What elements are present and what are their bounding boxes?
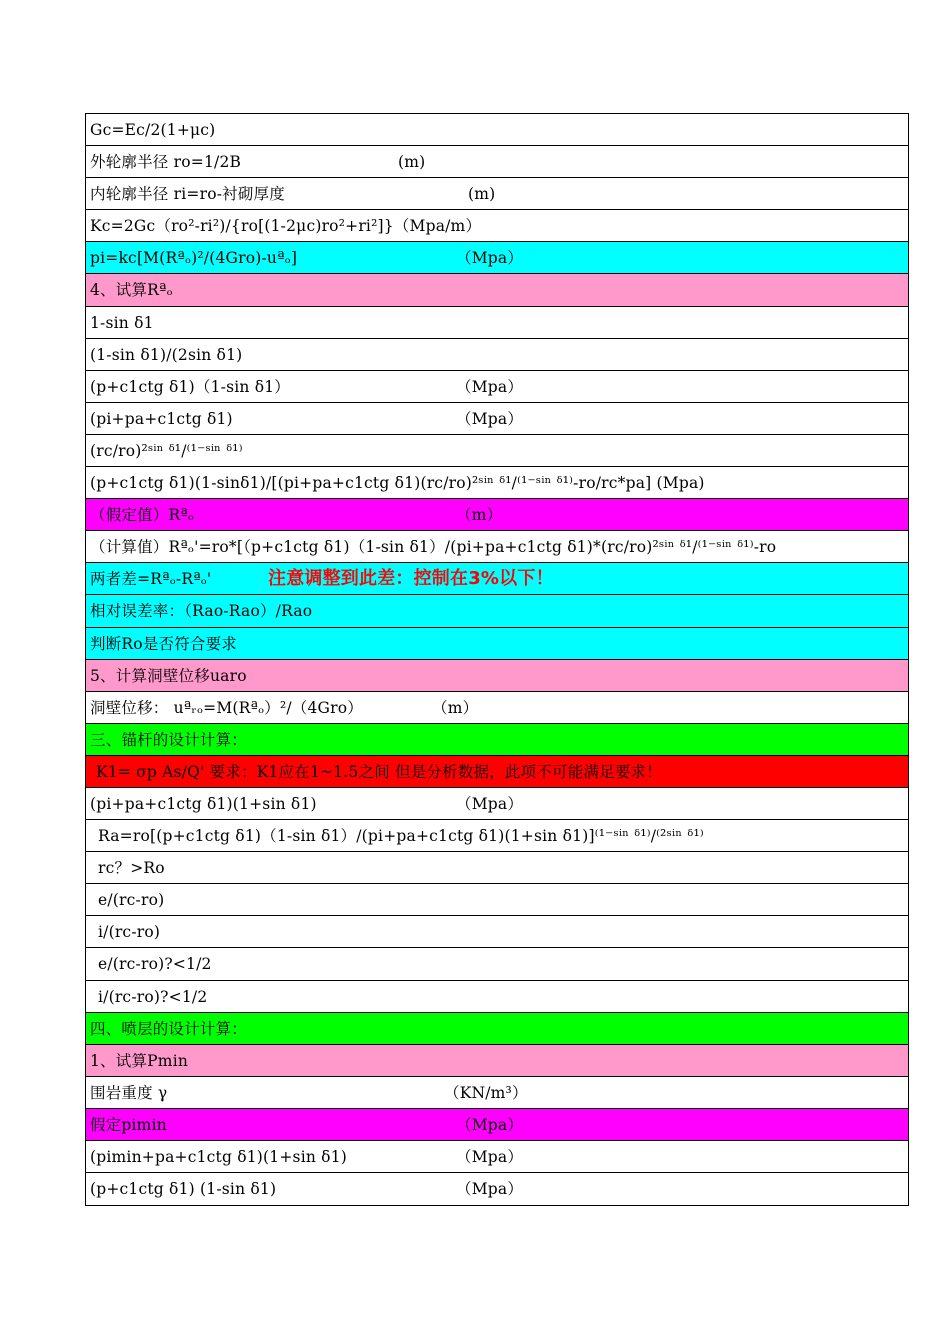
row-label: 三、锚杆的设计计算： <box>90 730 248 749</box>
row-label: 1、试算Pmin <box>90 1051 189 1070</box>
unit-label: (m) <box>468 185 496 204</box>
row-label: 5、计算洞壁位移uaro <box>90 666 247 685</box>
row-label: 假定pimin <box>90 1115 167 1134</box>
table-row[interactable] <box>86 403 908 435</box>
unit-label: （Mpa） <box>456 1115 524 1134</box>
spreadsheet-table <box>85 113 909 1206</box>
table-row[interactable] <box>86 756 908 788</box>
row-label: i/(rc-ro)?<1/2 <box>98 987 208 1006</box>
table-row[interactable] <box>86 595 908 627</box>
row-label: 相对误差率：（Rao-Rao）/Rao <box>90 602 313 621</box>
row-label: Ra=ro[(p+c1ctg δ1)（1-sin δ1）/(pi+pa+c1ctg δ1)(1+sin δ1)]⁽¹⁻ˢⁱⁿ ᵟ¹⁾/⁽²ˢⁱⁿ ᵟ¹⁾ <box>98 827 704 846</box>
table-row[interactable] <box>86 114 908 146</box>
table-row[interactable] <box>86 692 908 724</box>
unit-label: （Mpa） <box>456 249 524 268</box>
row-label: K1= σp As/Q' 要求：K1应在1~1.5之间 但是分析数据，此项不可能满足要求！ <box>96 762 662 781</box>
row-label: （假定值）Rªₒ <box>90 506 195 525</box>
row-label: Kc=2Gc（ro²-ri²)/{ro[(1-2μc)ro²+ri²]}（Mpa/m） <box>90 217 482 236</box>
unit-label: （KN/m³） <box>444 1083 528 1102</box>
row-label: 1-sin δ1 <box>90 313 154 332</box>
table-row[interactable] <box>86 242 908 274</box>
row-label: 4、试算Rªₒ <box>90 281 173 300</box>
row-label: e/(rc-ro) <box>98 891 165 910</box>
warning-note: 注意调整到此差：控制在3%以下！ <box>268 568 554 590</box>
unit-label: (m) <box>398 153 426 172</box>
table-row[interactable] <box>86 788 908 820</box>
table-row[interactable] <box>86 948 908 980</box>
table-row[interactable] <box>86 852 908 884</box>
row-label: 两者差=Rªₒ-Rªₒ' <box>90 570 212 589</box>
table-row[interactable] <box>86 467 908 499</box>
row-label: e/(rc-ro)?<1/2 <box>98 955 212 974</box>
table-row[interactable] <box>86 1109 908 1141</box>
table-row[interactable] <box>86 1173 908 1205</box>
table-row[interactable] <box>86 178 908 210</box>
row-label: 洞壁位移： uªᵣₒ=M(Rªₒ）²/（4Gro） <box>90 698 363 717</box>
row-label: 四、喷层的设计计算： <box>90 1019 248 1038</box>
table-row[interactable] <box>86 660 908 692</box>
row-label: Gc=Ec/2(1+μc) <box>90 121 216 139</box>
row-label: (p+c1ctg δ1)（1-sin δ1） <box>90 377 291 396</box>
row-label: (pi+pa+c1ctg δ1)(1+sin δ1) <box>90 794 317 813</box>
row-label: 内轮廓半径 ri=ro-衬砌厚度 <box>90 185 285 204</box>
row-label: i/(rc-ro) <box>98 923 161 942</box>
row-label: rc？>Ro <box>98 859 165 878</box>
table-row[interactable] <box>86 820 908 852</box>
table-row[interactable] <box>86 307 908 339</box>
unit-label: （Mpa） <box>456 377 524 396</box>
unit-label: （Mpa） <box>456 794 524 813</box>
table-row[interactable] <box>86 499 908 531</box>
row-label: 外轮廓半径 ro=1/2B <box>90 153 242 172</box>
table-row[interactable] <box>86 1141 908 1173</box>
unit-label: （m） <box>432 698 479 717</box>
table-row[interactable] <box>86 1077 908 1109</box>
table-row[interactable] <box>86 531 908 563</box>
table-row[interactable] <box>86 1045 908 1077</box>
table-row[interactable] <box>86 435 908 467</box>
table-row[interactable] <box>86 884 908 916</box>
unit-label: （Mpa） <box>456 409 524 428</box>
row-label: (pi+pa+c1ctg δ1) <box>90 409 233 428</box>
row-label: (p+c1ctg δ1) (1-sin δ1) <box>90 1180 277 1199</box>
row-label: (1-sin δ1)/(2sin δ1) <box>90 345 243 364</box>
row-label: 围岩重度 γ <box>90 1083 168 1102</box>
unit-label: （Mpa） <box>456 1180 524 1199</box>
table-row[interactable] <box>86 274 908 306</box>
table-row[interactable] <box>86 339 908 371</box>
table-row[interactable] <box>86 916 908 948</box>
row-label: (rc/ro)²ˢⁱⁿ ᵟ¹/⁽¹⁻ˢⁱⁿ ᵟ¹⁾ <box>90 441 243 460</box>
table-row[interactable] <box>86 628 908 660</box>
table-row[interactable] <box>86 981 908 1013</box>
unit-label: （m） <box>456 506 503 525</box>
unit-label: （Mpa） <box>456 1148 524 1166</box>
table-row[interactable] <box>86 1013 908 1045</box>
row-label: (pimin+pa+c1ctg δ1)(1+sin δ1) <box>90 1148 348 1166</box>
row-label: pi=kc[M(Rªₒ)²/(4Gro)-uªₒ] <box>90 249 298 268</box>
table-row[interactable] <box>86 146 908 178</box>
table-row[interactable] <box>86 724 908 756</box>
row-label: (p+c1ctg δ1)(1-sinδ1)/[(pi+pa+c1ctg δ1)(rc/ro)²ˢⁱⁿ ᵟ¹/⁽¹⁻ˢⁱⁿ ᵟ¹⁾-ro/rc*pa] (Mpa) <box>90 474 705 493</box>
table-row[interactable] <box>86 371 908 403</box>
row-label: 判断Ro是否符合要求 <box>90 634 238 653</box>
table-row[interactable] <box>86 210 908 242</box>
row-label: （计算值）Rªₒ'=ro*[（p+c1ctg δ1)（1-sin δ1）/(pi+pa+c1ctg δ1)*(rc/ro)²ˢⁱⁿ ᵟ¹/⁽¹⁻ˢⁱⁿ ᵟ¹⁾-ro <box>90 538 777 557</box>
table-row[interactable] <box>86 563 908 595</box>
